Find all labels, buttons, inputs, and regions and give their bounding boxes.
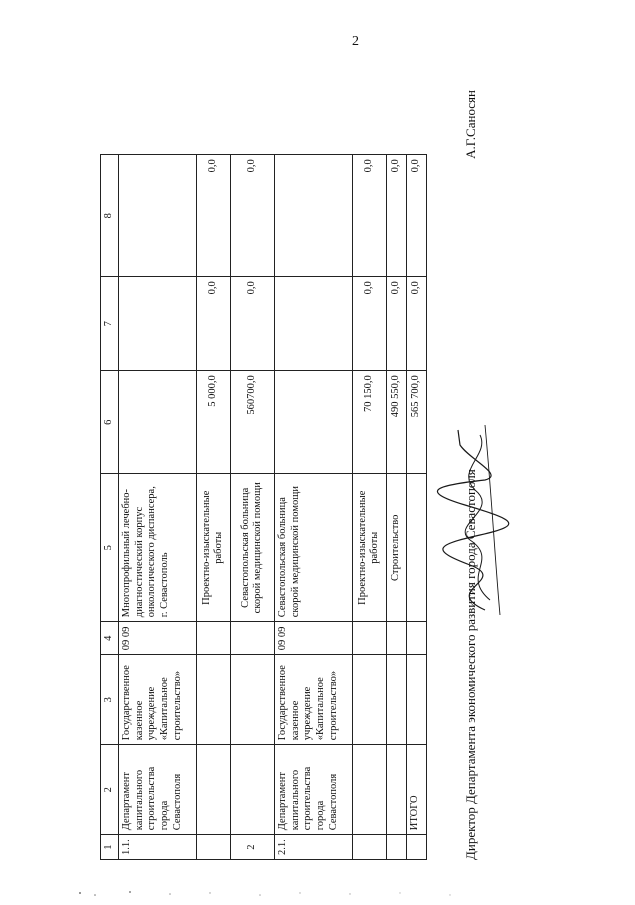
object-cell: Проектно-изыскательные работы	[352, 474, 386, 622]
rotated-document-body	[100, 80, 520, 880]
signatory-title: Директор Департамента экономического развития города Севастополя	[463, 469, 478, 860]
institution-cell: Государственное казенное учреждение «Капитальное строительство»	[274, 655, 352, 745]
amount-cell: 0,0	[386, 277, 406, 371]
header-cell: 8	[101, 155, 119, 277]
table-row	[196, 155, 230, 860]
amount-cell: 0,0	[230, 155, 274, 277]
object-cell: Севастопольская больница скорой медицинской помощи	[274, 474, 352, 622]
institution-cell	[406, 655, 426, 745]
header-cell: 4	[101, 622, 119, 655]
row-number	[386, 835, 406, 860]
header-cell: 1	[101, 835, 119, 860]
signatory-name: А.Г.Саносян	[463, 90, 478, 159]
table-row	[386, 155, 406, 860]
object-cell: Строительство	[386, 474, 406, 622]
amount-cell	[274, 371, 352, 474]
code-cell	[230, 622, 274, 655]
object-cell: Проектно-изыскательные работы	[196, 474, 230, 622]
department-cell	[352, 745, 386, 835]
code-cell	[406, 622, 426, 655]
table-row	[352, 155, 386, 860]
page-number: 2	[352, 34, 359, 49]
amount-cell: 490 550,0	[386, 371, 406, 474]
object-cell	[406, 474, 426, 622]
header-cell: 7	[101, 277, 119, 371]
table-row	[274, 155, 352, 860]
header-cell: 2	[101, 745, 119, 835]
amount-cell: 0,0	[352, 277, 386, 371]
amount-cell	[274, 155, 352, 277]
object-cell: Многопрофильный лечебно-диагностический корпус онкологического диспансера, г. Севастополь	[118, 474, 196, 622]
budget-table	[100, 154, 427, 860]
table-row	[230, 155, 274, 860]
table-row	[118, 155, 196, 860]
table-total-row	[406, 155, 426, 860]
row-number: 2.1.	[274, 835, 352, 860]
department-cell	[386, 745, 406, 835]
amount-cell	[274, 277, 352, 371]
code-cell	[386, 622, 406, 655]
amount-cell: 70 150,0	[352, 371, 386, 474]
table-header-row	[101, 155, 119, 860]
institution-cell	[386, 655, 406, 745]
total-amount: 0,0	[406, 277, 426, 371]
total-amount: 0,0	[406, 155, 426, 277]
header-cell: 5	[101, 474, 119, 622]
department-cell	[230, 745, 274, 835]
amount-cell: 0,0	[196, 277, 230, 371]
code-cell: 09 09	[118, 622, 196, 655]
amount-cell	[118, 277, 196, 371]
row-number	[352, 835, 386, 860]
row-number	[196, 835, 230, 860]
code-cell: 09 09	[274, 622, 352, 655]
row-number: 1.1.	[118, 835, 196, 860]
department-cell: Департамент капитального строительства города Севастополя	[274, 745, 352, 835]
institution-cell	[352, 655, 386, 745]
handwritten-signature	[430, 420, 520, 620]
institution-cell: Государственное казенное учреждение «Капитальное строительство»	[118, 655, 196, 745]
total-amount: 565 700,0	[406, 371, 426, 474]
amount-cell	[118, 155, 196, 277]
total-label: ИТОГО	[406, 745, 426, 835]
object-cell: Севастопольская больница скорой медицинской помощи	[230, 474, 274, 622]
scan-noise	[0, 887, 635, 901]
code-cell	[196, 622, 230, 655]
amount-cell: 0,0	[230, 277, 274, 371]
row-number: 2	[230, 835, 274, 860]
row-number	[406, 835, 426, 860]
header-cell: 6	[101, 371, 119, 474]
department-cell: Департамент капитального строительства города Севастополя	[118, 745, 196, 835]
amount-cell: 0,0	[196, 155, 230, 277]
amount-cell: 560700,0	[230, 371, 274, 474]
code-cell	[352, 622, 386, 655]
department-cell	[196, 745, 230, 835]
amount-cell: 5 000,0	[196, 371, 230, 474]
institution-cell	[230, 655, 274, 745]
institution-cell	[196, 655, 230, 745]
amount-cell: 0,0	[386, 155, 406, 277]
amount-cell	[118, 371, 196, 474]
amount-cell: 0,0	[352, 155, 386, 277]
header-cell: 3	[101, 655, 119, 745]
